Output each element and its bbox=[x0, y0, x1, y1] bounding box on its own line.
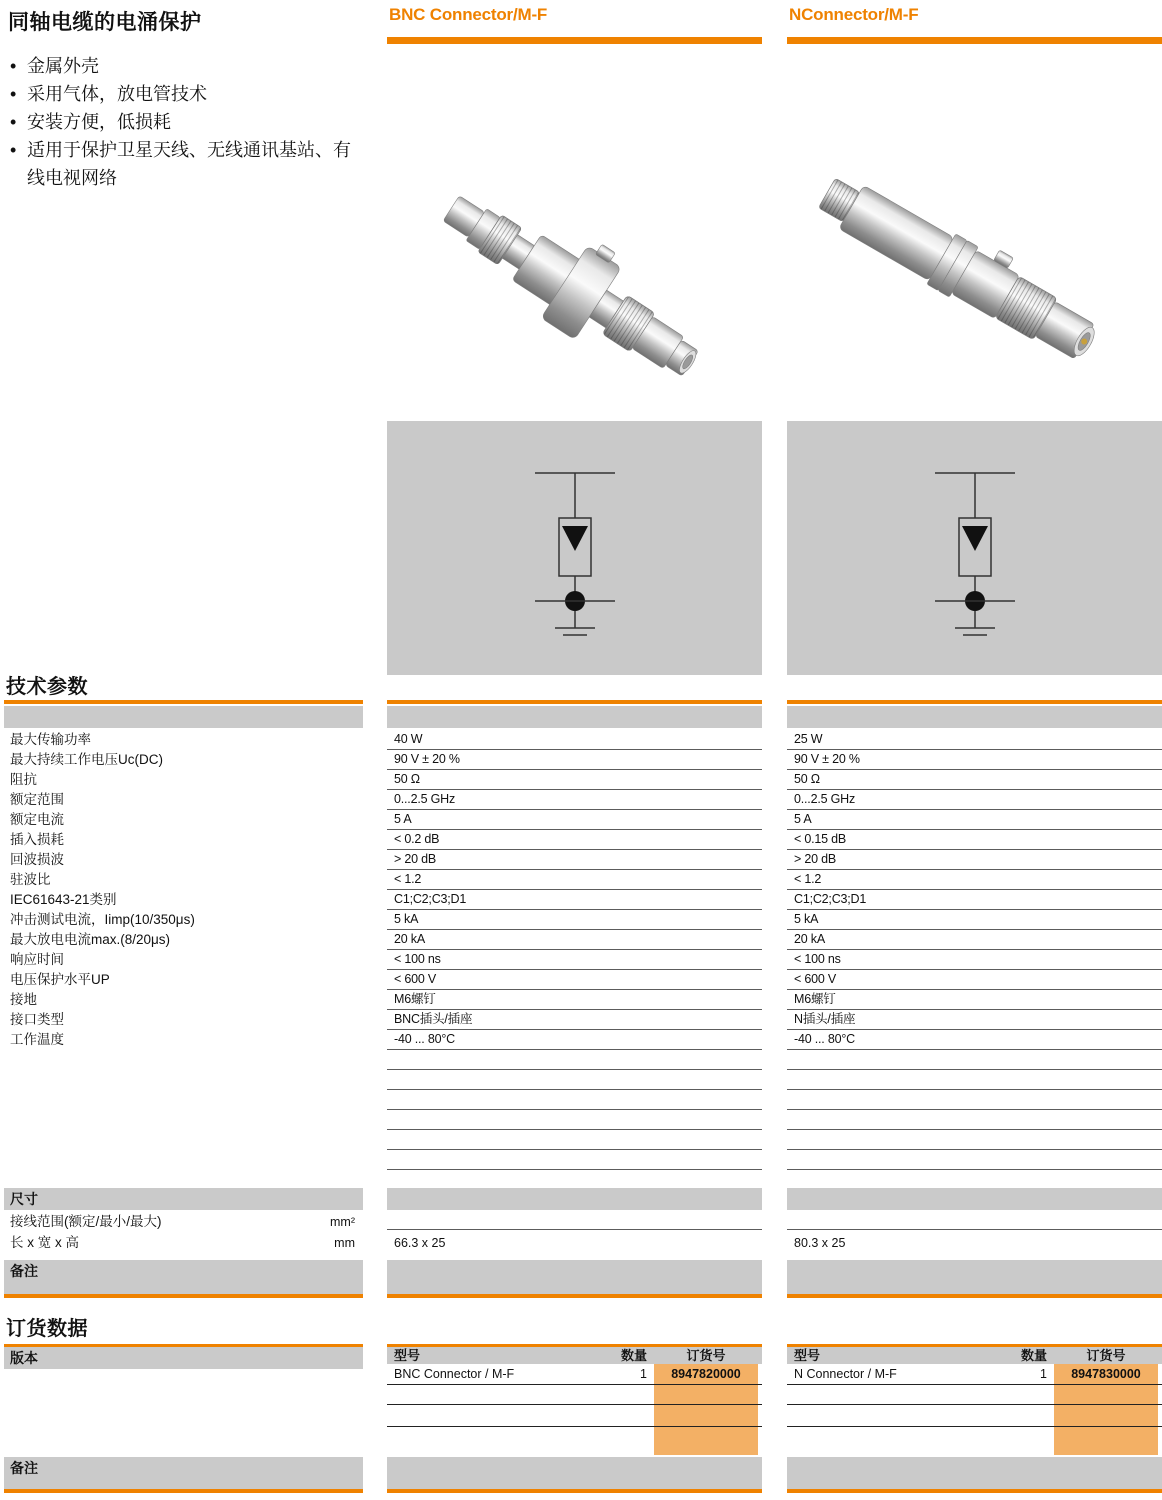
tech-param-label-row bbox=[4, 1030, 363, 1050]
order-header-qty: 数量 bbox=[1020, 1348, 1047, 1363]
bnc-connector-photo bbox=[387, 50, 762, 415]
row-line bbox=[787, 1229, 1162, 1230]
tech-value: < 1.2 bbox=[794, 872, 822, 886]
tech-value: M6螺钉 bbox=[394, 992, 436, 1006]
empty-rows bbox=[387, 1050, 762, 1170]
tech-value-row bbox=[787, 1030, 1162, 1050]
gray-bar bbox=[387, 1457, 762, 1489]
orange-rule bbox=[787, 1294, 1162, 1298]
tech-param-label: 最大传输功率 bbox=[10, 732, 91, 747]
dimension-value: 66.3 x 25 bbox=[394, 1236, 446, 1250]
tech-value-row bbox=[387, 790, 762, 810]
orange-rule bbox=[787, 700, 1162, 704]
tech-value: C1;C2;C3;D1 bbox=[794, 892, 867, 906]
order-table-header bbox=[787, 1347, 1162, 1364]
tech-value: 25 W bbox=[794, 732, 823, 746]
tech-value: < 600 V bbox=[394, 972, 437, 986]
orange-rule bbox=[387, 700, 762, 704]
orange-rule bbox=[387, 1489, 762, 1493]
tech-param-label: 额定范围 bbox=[10, 792, 64, 807]
gas-discharge-arrester-to-ground-symbol bbox=[915, 463, 1035, 663]
tech-value: 20 kA bbox=[394, 932, 425, 946]
feature-item bbox=[8, 136, 362, 192]
tech-param-label-row bbox=[4, 990, 363, 1010]
tech-param-label: 工作温度 bbox=[10, 1032, 64, 1047]
feature-item bbox=[8, 80, 362, 108]
tech-value-row bbox=[387, 1030, 762, 1050]
row-line bbox=[387, 1229, 762, 1230]
dimension-unit: mm² bbox=[330, 1215, 355, 1229]
tech-param-label: 插入损耗 bbox=[10, 832, 64, 847]
orange-rule bbox=[4, 1489, 363, 1493]
gray-bar bbox=[387, 1260, 762, 1294]
tech-value: < 600 V bbox=[794, 972, 837, 986]
dimension-label: 接线范围(额定/最小/最大) bbox=[10, 1214, 162, 1229]
orange-rule bbox=[787, 1489, 1162, 1493]
product-column-n bbox=[787, 0, 1162, 1500]
tech-value: 5 A bbox=[394, 812, 412, 826]
tech-value: 50 Ω bbox=[394, 772, 420, 786]
tech-value-row bbox=[787, 730, 1162, 750]
order-row-empty bbox=[787, 1385, 1162, 1405]
tech-value: 50 Ω bbox=[794, 772, 820, 786]
dimensions-header-bar: 尺寸 bbox=[4, 1188, 363, 1210]
feature-text: 适用于保护卫星天线、无线通讯基站、有线电视网络 bbox=[27, 140, 351, 188]
tech-value-row bbox=[787, 1010, 1162, 1030]
product-column-bnc bbox=[387, 0, 762, 1500]
gray-bar bbox=[787, 1188, 1162, 1210]
n-connector-photo bbox=[787, 50, 1162, 415]
tech-value: M6螺钉 bbox=[794, 992, 836, 1006]
tech-param-label-row bbox=[4, 890, 363, 910]
tech-param-label: 阻抗 bbox=[10, 772, 37, 787]
remarks-bottom-bar: 备注 bbox=[4, 1457, 363, 1489]
orange-rule bbox=[387, 1294, 762, 1298]
tech-value-row bbox=[387, 1010, 762, 1030]
order-header-qty: 数量 bbox=[620, 1348, 647, 1363]
order-row bbox=[387, 1364, 762, 1385]
tech-param-label: 最大放电电流max.(8/20μs) bbox=[10, 932, 171, 947]
tech-param-label: 接口类型 bbox=[10, 1012, 64, 1027]
feature-item bbox=[8, 52, 362, 80]
tech-value-row bbox=[387, 930, 762, 950]
tech-value-row bbox=[387, 910, 762, 930]
version-header-bar: 版本 bbox=[4, 1347, 363, 1369]
tech-value-row bbox=[387, 850, 762, 870]
empty-rows bbox=[787, 1050, 1162, 1170]
tech-value-row bbox=[387, 970, 762, 990]
tech-value-row bbox=[787, 850, 1162, 870]
tech-value: 5 A bbox=[794, 812, 812, 826]
section-heading-order-data: 订货数据 bbox=[6, 1318, 88, 1340]
tech-value-row bbox=[387, 890, 762, 910]
tech-value-row bbox=[787, 810, 1162, 830]
tech-value-row bbox=[387, 810, 762, 830]
tech-param-label: 冲击测试电流，Iimp(10/350μs) bbox=[10, 912, 195, 927]
tech-value: < 100 ns bbox=[394, 952, 441, 966]
order-header-model: 型号 bbox=[394, 1348, 421, 1363]
tech-param-label: 响应时间 bbox=[10, 952, 64, 967]
tech-value-row bbox=[387, 730, 762, 750]
tech-value-row bbox=[387, 870, 762, 890]
dimension-label-row bbox=[4, 1212, 363, 1232]
tech-param-label-row bbox=[4, 850, 363, 870]
tech-values-n bbox=[787, 730, 1162, 1050]
orange-rule bbox=[4, 1294, 363, 1298]
tech-value: N插头/插座 bbox=[794, 1012, 856, 1026]
gray-bar bbox=[4, 706, 363, 728]
tech-value: C1;C2;C3;D1 bbox=[394, 892, 467, 906]
product-photo-area bbox=[387, 50, 762, 415]
feature-text: 安装方便，低损耗 bbox=[27, 112, 171, 132]
tech-value-row bbox=[787, 790, 1162, 810]
tech-value-row bbox=[787, 750, 1162, 770]
tech-value: 20 kA bbox=[794, 932, 825, 946]
feature-list bbox=[8, 52, 362, 192]
order-row-empty bbox=[387, 1405, 762, 1427]
tech-value: BNC插头/插座 bbox=[394, 1012, 473, 1026]
tech-value-row bbox=[387, 830, 762, 850]
order-row-empty bbox=[787, 1405, 1162, 1427]
gray-bar bbox=[387, 1188, 762, 1210]
tech-param-label-row bbox=[4, 790, 363, 810]
orange-rule bbox=[4, 700, 363, 704]
tech-value-row bbox=[787, 910, 1162, 930]
page-title: 同轴电缆的电涌保护 bbox=[8, 11, 202, 34]
tech-param-label-row bbox=[4, 950, 363, 970]
tech-value: > 20 dB bbox=[394, 852, 437, 866]
tech-param-label-row bbox=[4, 810, 363, 830]
orange-header-bar bbox=[787, 37, 1162, 44]
order-header-order-no: 订货号 bbox=[686, 1348, 726, 1363]
tech-value-row bbox=[387, 950, 762, 970]
tech-value-row bbox=[387, 990, 762, 1010]
tech-value: < 0.2 dB bbox=[394, 832, 440, 846]
schematic-panel bbox=[787, 421, 1162, 675]
tech-param-label-row bbox=[4, 830, 363, 850]
gray-bar bbox=[787, 1260, 1162, 1294]
order-table-header bbox=[387, 1347, 762, 1364]
order-model: N Connector / M-F bbox=[794, 1367, 897, 1381]
order-number: 8947820000 bbox=[671, 1367, 741, 1381]
tech-value: < 100 ns bbox=[794, 952, 841, 966]
tech-value-row bbox=[787, 770, 1162, 790]
tech-value: 90 V ± 20 % bbox=[794, 752, 860, 766]
tech-param-label-row bbox=[4, 910, 363, 930]
tech-param-label: 接地 bbox=[10, 992, 37, 1007]
tech-param-label-row bbox=[4, 970, 363, 990]
tech-param-label: 回波损波 bbox=[10, 852, 64, 867]
tech-value-row bbox=[787, 830, 1162, 850]
gas-discharge-arrester-to-ground-symbol bbox=[515, 463, 635, 663]
tech-param-label: IEC61643-21类别 bbox=[10, 892, 117, 907]
order-model: BNC Connector / M-F bbox=[394, 1367, 515, 1381]
tech-param-label: 最大持续工作电压Uc(DC) bbox=[10, 752, 163, 767]
tech-value: < 1.2 bbox=[394, 872, 422, 886]
feature-text: 采用气体，放电管技术 bbox=[27, 84, 207, 104]
tech-value: 5 kA bbox=[794, 912, 819, 926]
product-photo-area bbox=[787, 50, 1162, 415]
tech-value: 0...2.5 GHz bbox=[394, 792, 456, 806]
product-header: NConnector/M-F bbox=[789, 5, 919, 24]
feature-text: 金属外壳 bbox=[27, 56, 99, 76]
tech-param-label: 电压保护水平UP bbox=[10, 972, 110, 987]
order-header-order-no: 订货号 bbox=[1086, 1348, 1126, 1363]
tech-value-row bbox=[787, 950, 1162, 970]
tech-value: 40 W bbox=[394, 732, 423, 746]
dimension-unit: mm bbox=[334, 1236, 355, 1250]
left-column bbox=[0, 0, 375, 1500]
tech-param-label-row bbox=[4, 870, 363, 890]
order-header-model: 型号 bbox=[794, 1348, 821, 1363]
tech-param-label-row bbox=[4, 930, 363, 950]
tech-value-row bbox=[787, 930, 1162, 950]
order-qty: 1 bbox=[640, 1367, 647, 1381]
order-row-empty bbox=[387, 1385, 762, 1405]
order-number: 8947830000 bbox=[1071, 1367, 1141, 1381]
order-qty: 1 bbox=[1040, 1367, 1047, 1381]
dimension-value: 80.3 x 25 bbox=[794, 1236, 846, 1250]
tech-value-row bbox=[787, 990, 1162, 1010]
gray-bar bbox=[787, 706, 1162, 728]
tech-value-row bbox=[787, 890, 1162, 910]
tech-param-label-row bbox=[4, 730, 363, 750]
tech-param-label: 驻波比 bbox=[10, 872, 51, 887]
tech-value-row bbox=[387, 770, 762, 790]
tech-value: -40 ... 80°C bbox=[394, 1032, 455, 1046]
tech-value: -40 ... 80°C bbox=[794, 1032, 855, 1046]
tech-param-label-row bbox=[4, 750, 363, 770]
order-row bbox=[787, 1364, 1162, 1385]
tech-value: < 0.15 dB bbox=[794, 832, 847, 846]
tech-values-bnc bbox=[387, 730, 762, 1050]
feature-item bbox=[8, 108, 362, 136]
section-heading-tech-params: 技术参数 bbox=[6, 676, 88, 698]
tech-value-row bbox=[787, 970, 1162, 990]
tech-value: > 20 dB bbox=[794, 852, 837, 866]
tech-value: 90 V ± 20 % bbox=[394, 752, 460, 766]
tech-value-row bbox=[787, 870, 1162, 890]
product-header: BNC Connector/M-F bbox=[389, 5, 548, 24]
tech-value: 0...2.5 GHz bbox=[794, 792, 856, 806]
tech-value: 5 kA bbox=[394, 912, 419, 926]
tech-param-labels bbox=[4, 730, 363, 1050]
tech-param-label: 额定电流 bbox=[10, 812, 64, 827]
orange-header-bar bbox=[387, 37, 762, 44]
remarks-header-bar: 备注 bbox=[4, 1260, 363, 1294]
dimension-label: 长 x 宽 x 高 bbox=[10, 1235, 80, 1250]
schematic-panel bbox=[387, 421, 762, 675]
dimension-label-row bbox=[4, 1233, 363, 1253]
gray-bar bbox=[787, 1457, 1162, 1489]
tech-value-row bbox=[387, 750, 762, 770]
tech-param-label-row bbox=[4, 770, 363, 790]
gray-bar bbox=[387, 706, 762, 728]
tech-param-label-row bbox=[4, 1010, 363, 1030]
